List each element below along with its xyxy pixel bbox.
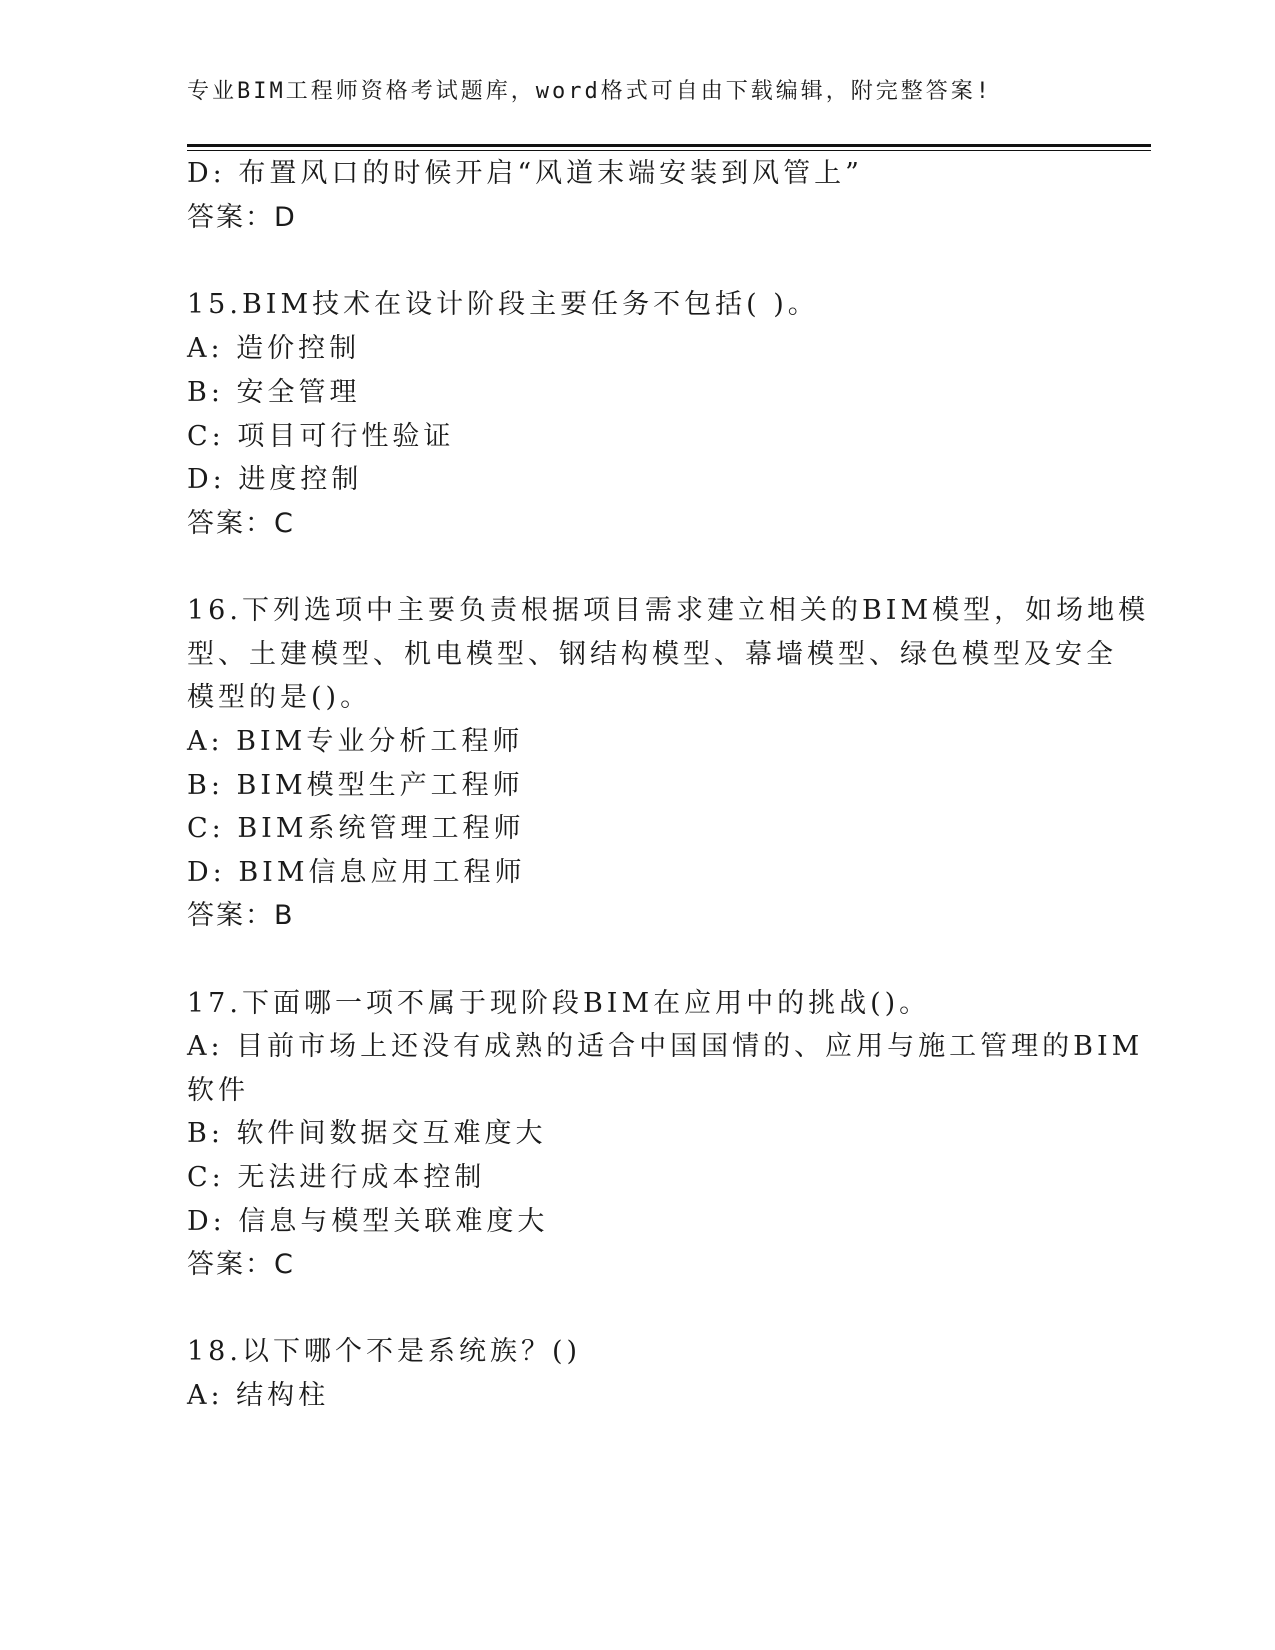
q16-question-line2: 型、土建模型、机电模型、钢结构模型、幕墙模型、绿色模型及安全 — [187, 639, 1117, 670]
q17-option-b: B: 软件间数据交互难度大 — [187, 1118, 547, 1149]
q15-question: 15.BIM技术在设计阶段主要任务不包括( )。 — [187, 289, 819, 320]
q16-question-line1: 16.下列选项中主要负责根据项目需求建立相关的BIM模型，如场地模 — [187, 595, 1150, 626]
q17-question: 17.下面哪一项不属于现阶段BIM在应用中的挑战()。 — [187, 988, 931, 1019]
q16-option-b: B: BIM模型生产工程师 — [187, 770, 524, 801]
page-header: 专业BIM工程师资格考试题库，word格式可自由下载编辑，附完整答案! — [187, 79, 992, 104]
q17-answer: 答案：C — [187, 1249, 295, 1280]
q18-option-a: A: 结构柱 — [187, 1380, 330, 1411]
q17-option-c: C: 无法进行成本控制 — [187, 1162, 486, 1193]
q16-option-a: A: BIM专业分析工程师 — [187, 726, 524, 757]
q15-option-d: D: 进度控制 — [187, 464, 363, 495]
q16-answer: 答案：B — [187, 900, 295, 931]
q15-option-c: C: 项目可行性验证 — [187, 421, 455, 452]
q17-option-d: D: 信息与模型关联难度大 — [187, 1206, 549, 1237]
q16-option-d: D: BIM信息应用工程师 — [187, 857, 526, 888]
q15-answer: 答案：C — [187, 508, 295, 539]
q18-question: 18.以下哪个不是系统族？() — [187, 1336, 582, 1367]
q15-option-a: A: 造价控制 — [187, 333, 361, 364]
q16-option-c: C: BIM系统管理工程师 — [187, 813, 525, 844]
header-rule-thin — [187, 150, 1151, 151]
header-rule-thick — [187, 144, 1151, 147]
q15-option-b: B: 安全管理 — [187, 377, 361, 408]
q17-option-a-line2: 软件 — [187, 1075, 249, 1106]
q14-option-d: D: 布置风口的时候开启“风道末端安装到风管上” — [187, 158, 863, 189]
q17-option-a-line1: A: 目前市场上还没有成熟的适合中国国情的、应用与施工管理的BIM — [187, 1031, 1144, 1062]
q16-question-line3: 模型的是()。 — [187, 682, 372, 713]
q14-answer: 答案：D — [187, 202, 297, 233]
